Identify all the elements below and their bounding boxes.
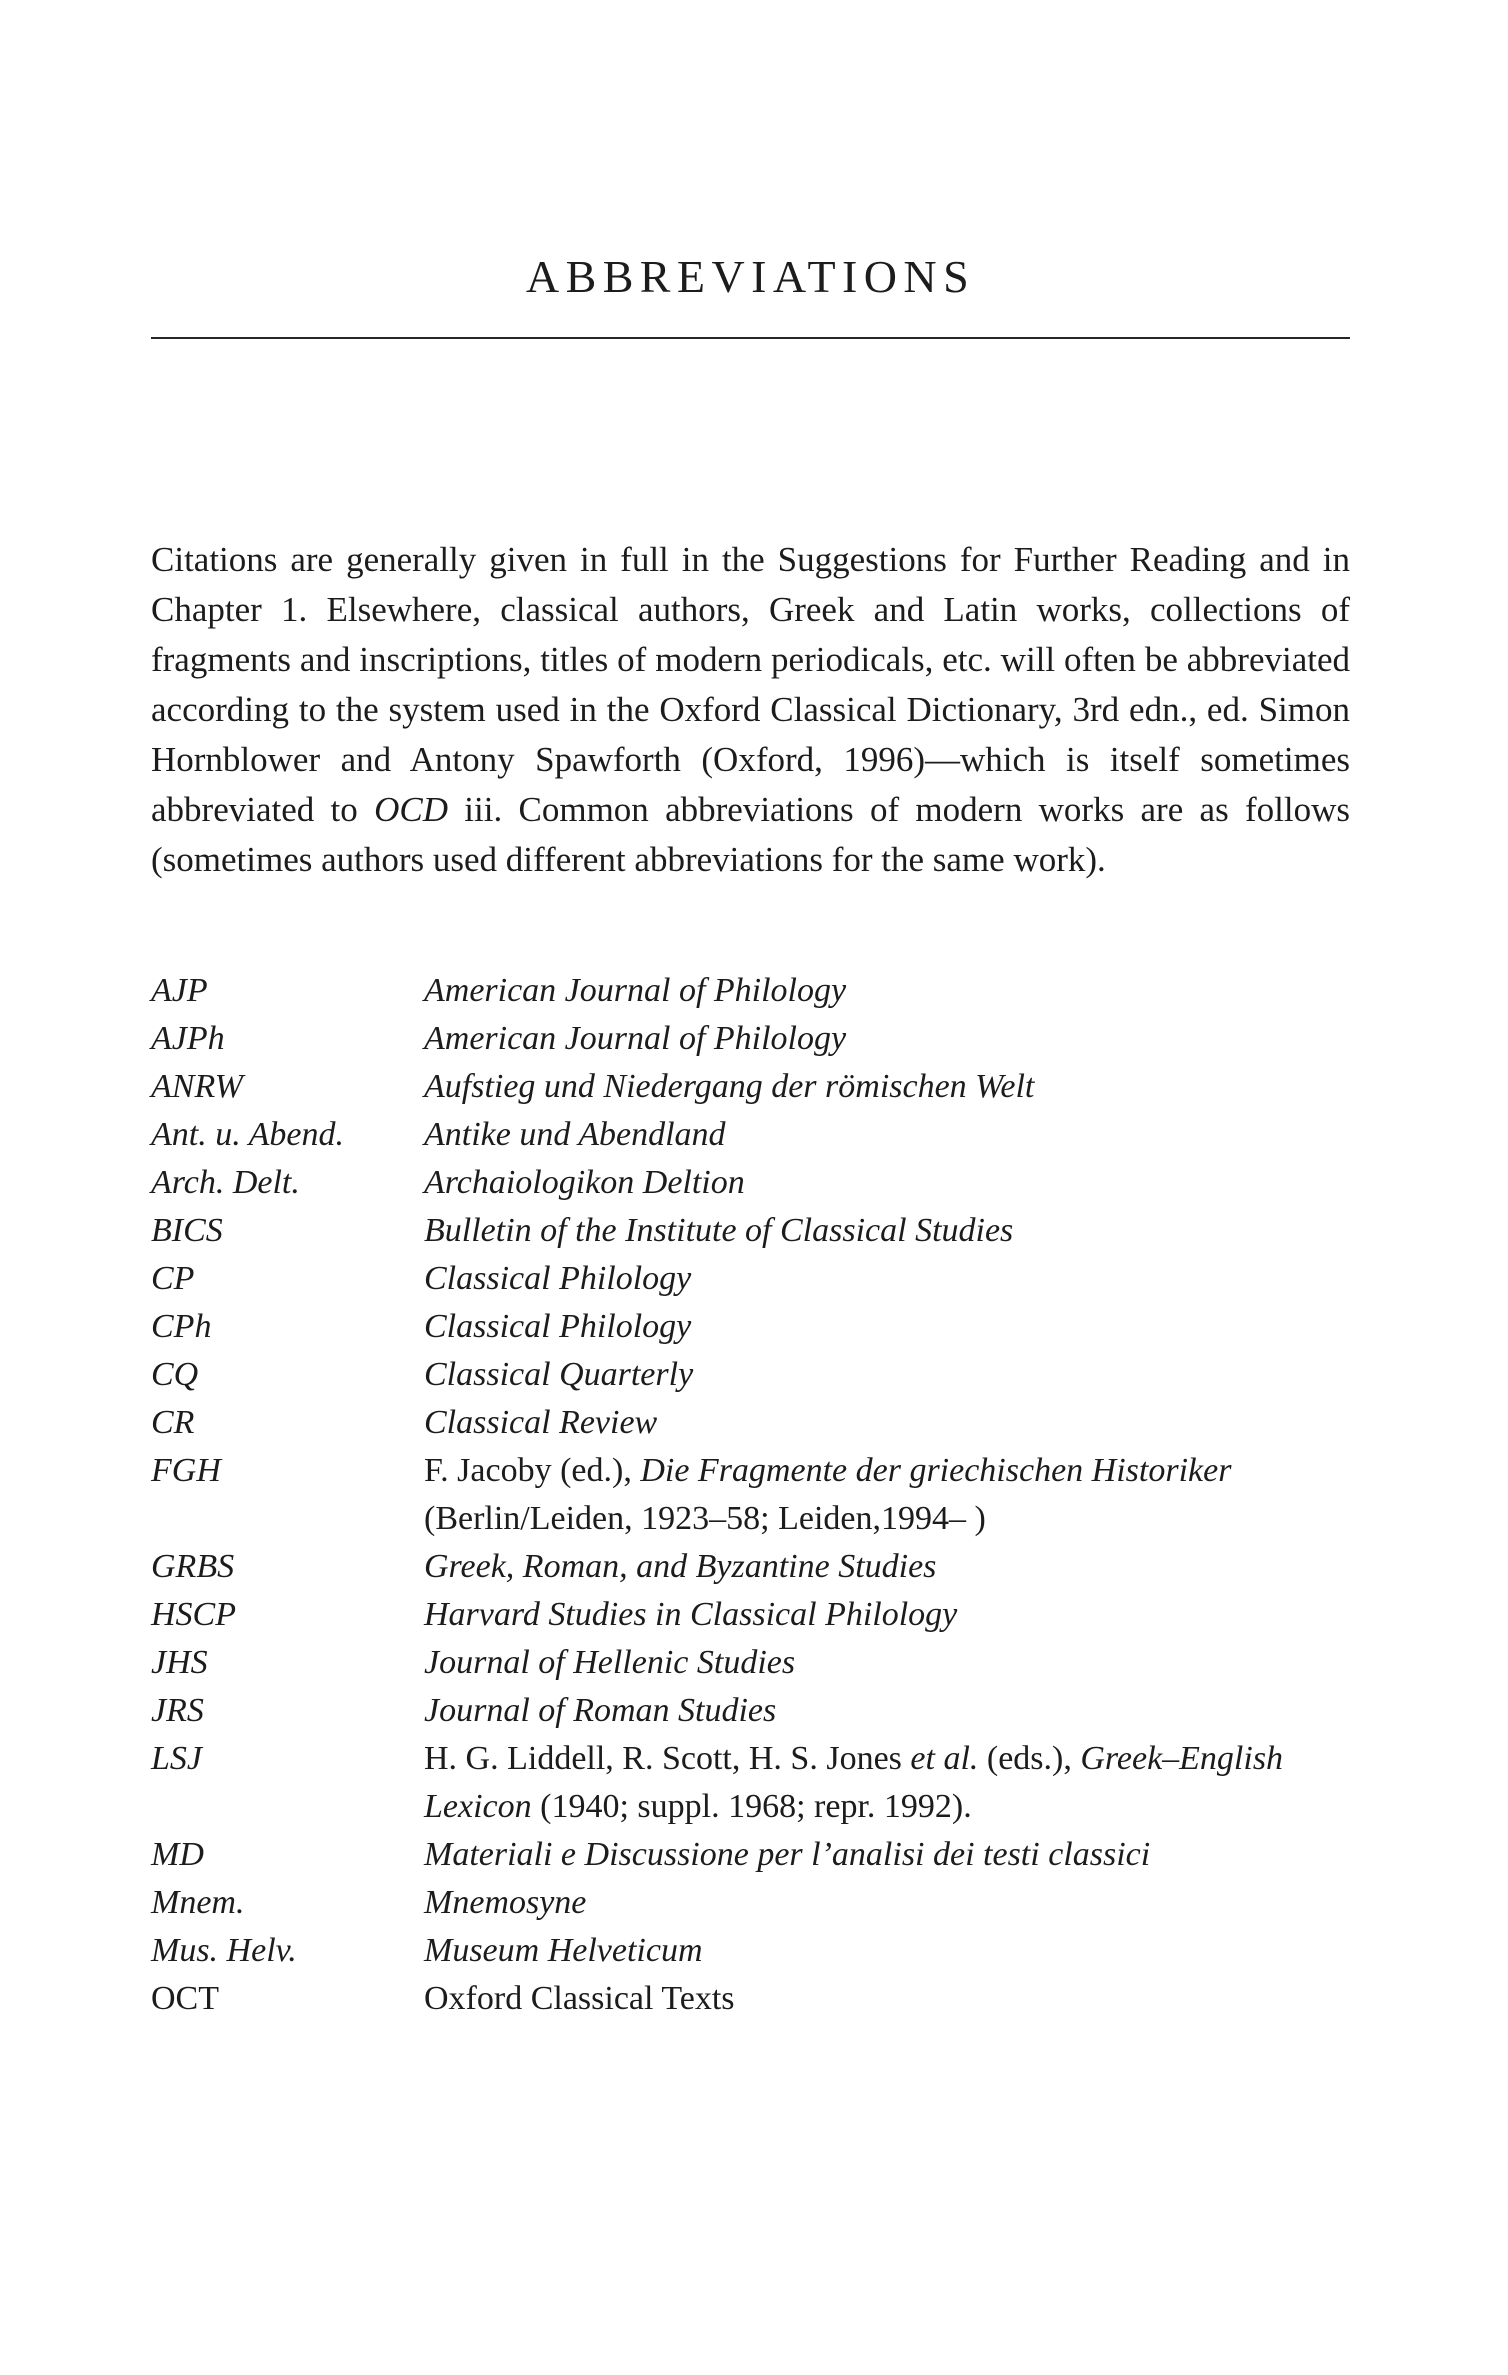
italic-text-run: Arch. Delt.	[151, 1164, 300, 1201]
italic-text-run: Mus. Helv.	[151, 1932, 297, 1969]
italic-text-run: American Journal of Philology	[424, 1020, 847, 1057]
italic-text-run: Harvard Studies in Classical Philology	[424, 1596, 958, 1633]
italic-text-run: MD	[151, 1836, 204, 1873]
italic-text-run: Classical Philology	[424, 1308, 692, 1345]
abbr-definition	[424, 1591, 1350, 1639]
abbr-term	[151, 1447, 424, 1495]
italic-text-run: Greek, Roman, and Byzantine Studies	[424, 1548, 937, 1585]
abbr-definition	[424, 1303, 1350, 1351]
abbr-term	[151, 1879, 424, 1927]
abbr-term	[151, 1591, 424, 1639]
italic-text-run: et al.	[910, 1740, 979, 1777]
list-item	[151, 1399, 1350, 1447]
text-run: Citations are generally given in full in the Suggestions for Further Reading and in Chapter 1. Elsewhere, classical authors, Greek and Latin works, collections of fragments and inscriptions, titles of modern periodicals, etc. will often be abbreviated according to the system used in the Oxford Classical Dictionary, 3rd edn., ed. Simon Hornblower and Antony Spawforth (Oxford, 1996)—which is itself sometimes abbreviated to	[151, 540, 1350, 829]
italic-text-run: AJP	[151, 972, 208, 1009]
abbr-definition	[424, 1447, 1350, 1543]
list-item	[151, 1591, 1350, 1639]
abbr-definition	[424, 1975, 1350, 2023]
abbr-definition	[424, 1639, 1350, 1687]
italic-text-run: CPh	[151, 1308, 212, 1345]
abbr-term	[151, 1159, 424, 1207]
list-item	[151, 1207, 1350, 1255]
abbr-definition	[424, 1111, 1350, 1159]
italic-text-run: BICS	[151, 1212, 223, 1249]
list-item	[151, 1111, 1350, 1159]
list-item	[151, 1879, 1350, 1927]
italic-text-run: Ant. u. Abend.	[151, 1116, 344, 1153]
italic-text-run: Journal of Roman Studies	[424, 1692, 777, 1729]
abbr-definition	[424, 1063, 1350, 1111]
abbr-definition	[424, 1255, 1350, 1303]
list-item	[151, 1015, 1350, 1063]
abbr-term	[151, 1207, 424, 1255]
abbreviation-list	[151, 967, 1350, 2023]
italic-text-run: CQ	[151, 1356, 199, 1393]
abbr-term	[151, 1735, 424, 1783]
list-item	[151, 1735, 1350, 1831]
italic-text-run: LSJ	[151, 1740, 202, 1777]
list-item	[151, 967, 1350, 1015]
italic-text-run: JHS	[151, 1644, 208, 1681]
abbr-term	[151, 1015, 424, 1063]
abbr-definition	[424, 1879, 1350, 1927]
italic-text-run: Antike und Abendland	[424, 1116, 726, 1153]
abbr-term	[151, 1255, 424, 1303]
abbr-term	[151, 1399, 424, 1447]
list-item	[151, 1351, 1350, 1399]
abbr-term	[151, 967, 424, 1015]
abbr-term	[151, 1063, 424, 1111]
italic-text-run: Bulletin of the Institute of Classical Studies	[424, 1212, 1014, 1249]
italic-text-run: CR	[151, 1404, 195, 1441]
list-item	[151, 1543, 1350, 1591]
list-item	[151, 1255, 1350, 1303]
abbr-definition	[424, 1159, 1350, 1207]
abbr-term	[151, 1975, 424, 2023]
abbr-definition	[424, 1015, 1350, 1063]
abbr-definition	[424, 1687, 1350, 1735]
abbr-definition	[424, 1927, 1350, 1975]
text-run: iii. Common abbreviations of modern works are as follows (sometimes authors used different abbreviations for the same work).	[151, 790, 1350, 879]
text-run: (1940; suppl. 1968; repr. 1992).	[531, 1788, 972, 1825]
text-run: (eds.),	[978, 1740, 1081, 1777]
text-run: H. G. Liddell, R. Scott, H. S. Jones	[424, 1740, 911, 1777]
italic-text-run: HSCP	[151, 1596, 236, 1633]
italic-text-run: Archaiologikon Deltion	[424, 1164, 745, 1201]
page-title: ABBREVIATIONS	[525, 251, 976, 302]
text-run: OCT	[151, 1980, 219, 2017]
italic-text-run: AJPh	[151, 1020, 225, 1057]
abbr-definition	[424, 1735, 1350, 1831]
list-item	[151, 1159, 1350, 1207]
italic-text-run: Museum Helveticum	[424, 1932, 703, 1969]
italic-text-run: FGH	[151, 1452, 221, 1489]
italic-text-run: Journal of Hellenic Studies	[424, 1644, 796, 1681]
text-run: Oxford Classical Texts	[424, 1980, 735, 2017]
abbr-definition	[424, 1831, 1350, 1879]
text-run: F. Jacoby (ed.),	[424, 1452, 641, 1489]
title-rule	[151, 337, 1350, 339]
list-item	[151, 1927, 1350, 1975]
intro-paragraph	[151, 535, 1350, 885]
italic-text-run: Greek–English Lexicon	[424, 1740, 1284, 1825]
italic-text-run: CP	[151, 1260, 195, 1297]
list-item	[151, 1687, 1350, 1735]
italic-text-run: Mnem.	[151, 1884, 245, 1921]
abbr-definition	[424, 1543, 1350, 1591]
list-item	[151, 1639, 1350, 1687]
abbr-term	[151, 1543, 424, 1591]
list-item	[151, 1063, 1350, 1111]
text-run: (Berlin/Leiden, 1923–58; Leiden,1994– )	[424, 1500, 986, 1537]
italic-text-run: Classical Quarterly	[424, 1356, 694, 1393]
list-item	[151, 1975, 1350, 2023]
italic-text-run: GRBS	[151, 1548, 235, 1585]
italic-text-run: ANRW	[151, 1068, 243, 1105]
italic-text-run: Classical Review	[424, 1404, 658, 1441]
italic-text-run: Die Fragmente der griechischen Historiker	[640, 1452, 1232, 1489]
abbr-term	[151, 1927, 424, 1975]
italic-text-run: OCD	[374, 790, 448, 829]
abbr-term	[151, 1351, 424, 1399]
abbr-definition	[424, 967, 1350, 1015]
italic-text-run: American Journal of Philology	[424, 972, 847, 1009]
abbr-term	[151, 1687, 424, 1735]
abbr-term	[151, 1831, 424, 1879]
italic-text-run: JRS	[151, 1692, 204, 1729]
italic-text-run: Mnemosyne	[424, 1884, 587, 1921]
abbr-definition	[424, 1351, 1350, 1399]
list-item	[151, 1831, 1350, 1879]
list-item	[151, 1303, 1350, 1351]
italic-text-run: Classical Philology	[424, 1260, 692, 1297]
abbr-term	[151, 1111, 424, 1159]
abbr-term	[151, 1639, 424, 1687]
abbr-term	[151, 1303, 424, 1351]
italic-text-run: Materiali e Discussione per l’analisi dei testi classici	[424, 1836, 1151, 1873]
abbr-definition	[424, 1399, 1350, 1447]
italic-text-run: Aufstieg und Niedergang der römischen Welt	[424, 1068, 1035, 1105]
abbr-definition	[424, 1207, 1350, 1255]
list-item	[151, 1447, 1350, 1543]
